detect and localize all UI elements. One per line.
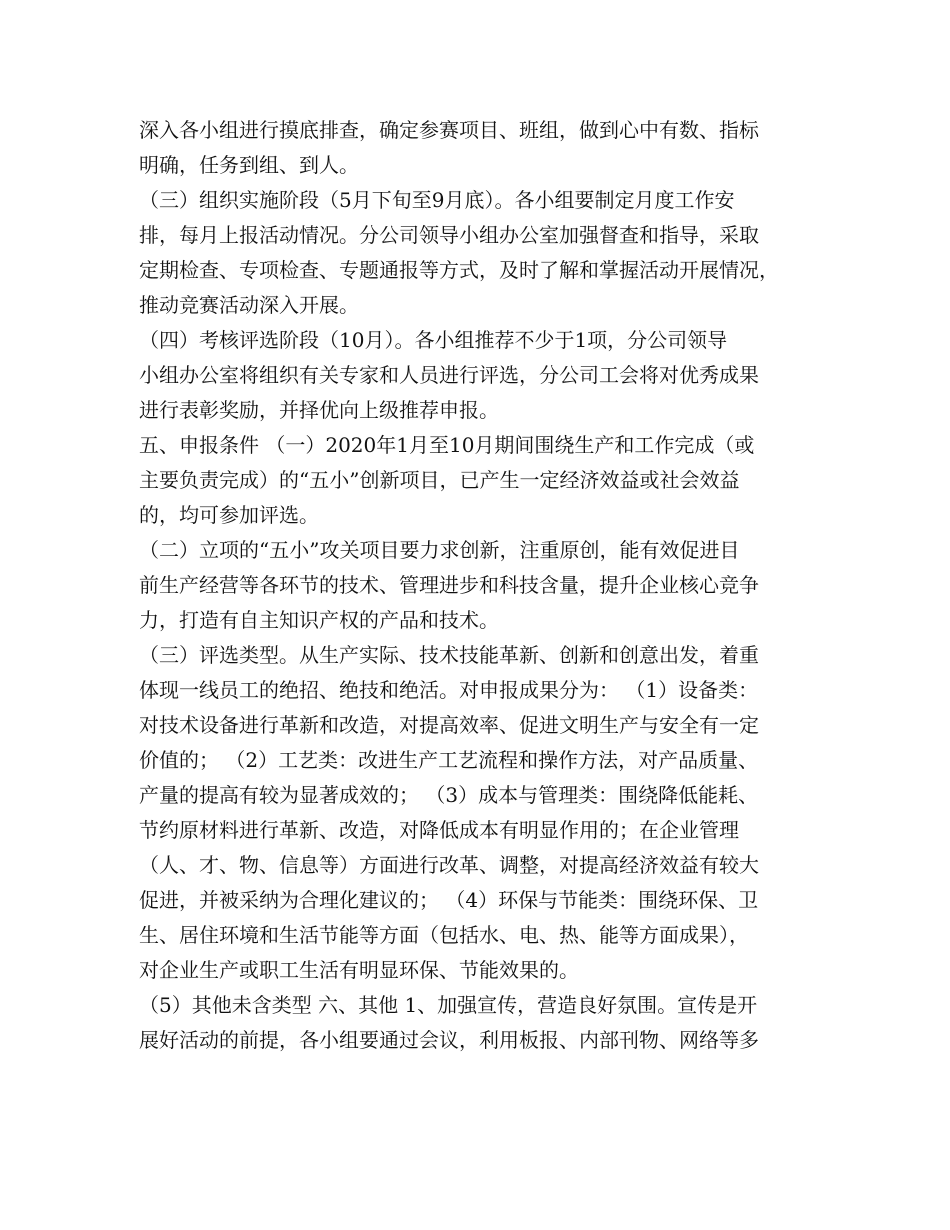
text-line: （三）评选类型。从生产实际、技术技能革新、创新和创意出发，着重 (139, 643, 759, 667)
text-line: （5）其他未含类型 六、其他 1、加强宣传，营造良好氛围。宣传是开 (139, 993, 758, 1017)
text-line: 价值的； （2）工艺类：改进生产工艺流程和操作方法，对产品质量、 (139, 748, 759, 772)
text-line: 体现一线员工的绝招、绝技和绝活。对申报成果分为： （1）设备类： (139, 678, 759, 702)
text-line: （四）考核评选阶段（10月）。各小组推荐不少于1项，分公司领导 (139, 328, 728, 352)
text-line: （二）立项的“五小”攻关项目要力求创新，注重原创，能有效促进目 (139, 538, 740, 562)
text-line: 展好活动的前提，各小组要通过会议，利用板报、内部刊物、网络等多 (139, 1028, 759, 1052)
document-body (139, 113, 819, 1058)
text-line: 小组办公室将组织有关专家和人员进行评选，分公司工会将对优秀成果 (139, 363, 759, 387)
text-line: 前生产经营等各环节的技术、管理进步和科技含量，提升企业核心竞争 (139, 573, 759, 597)
text-line: 节约原材料进行革新、改造，对降低成本有明显作用的；在企业管理 (139, 818, 739, 842)
text-line: 明确，任务到组、到人。 (139, 153, 359, 177)
text-line: 对技术设备进行革新和改造，对提高效率、促进文明生产与安全有一定 (139, 713, 759, 737)
text-line: 产量的提高有较为显著成效的； （3）成本与管理类：围绕降低能耗、 (139, 783, 759, 807)
text-line: 主要负责完成）的“五小”创新项目，已产生一定经济效益或社会效益 (139, 468, 740, 492)
text-line: 进行表彰奖励，并择优向上级推荐申报。 (139, 398, 499, 422)
text-line: 推动竞赛活动深入开展。 (139, 293, 359, 317)
text-line: 五、申报条件 （一）2020年1月至10月期间围绕生产和工作完成（或 (139, 433, 755, 457)
text-line: 定期检查、专项检查、专题通报等方式，及时了解和掌握活动开展情况， (139, 258, 779, 282)
text-line: 生、居住环境和生活节能等方面（包括水、电、热、能等方面成果）， (139, 923, 749, 947)
text-line: 的，均可参加评选。 (139, 503, 319, 527)
text-line: 排，每月上报活动情况。分公司领导小组办公室加强督查和指导，采取 (139, 223, 759, 247)
text-line: 促进，并被采纳为合理化建议的； （4）环保与节能类：围绕环保、卫 (139, 888, 759, 912)
text-line: 力，打造有自主知识产权的产品和技术。 (139, 608, 499, 632)
text-line: （三）组织实施阶段（5月下旬至9月底）。各小组要制定月度工作安 (139, 188, 735, 212)
text-line: 对企业生产或职工生活有明显环保、节能效果的。 (139, 958, 579, 982)
text-line: （人、才、物、信息等）方面进行改革、调整，对提高经济效益有较大 (139, 853, 759, 877)
text-line: 深入各小组进行摸底排查，确定参赛项目、班组，做到心中有数、指标 (139, 118, 759, 142)
